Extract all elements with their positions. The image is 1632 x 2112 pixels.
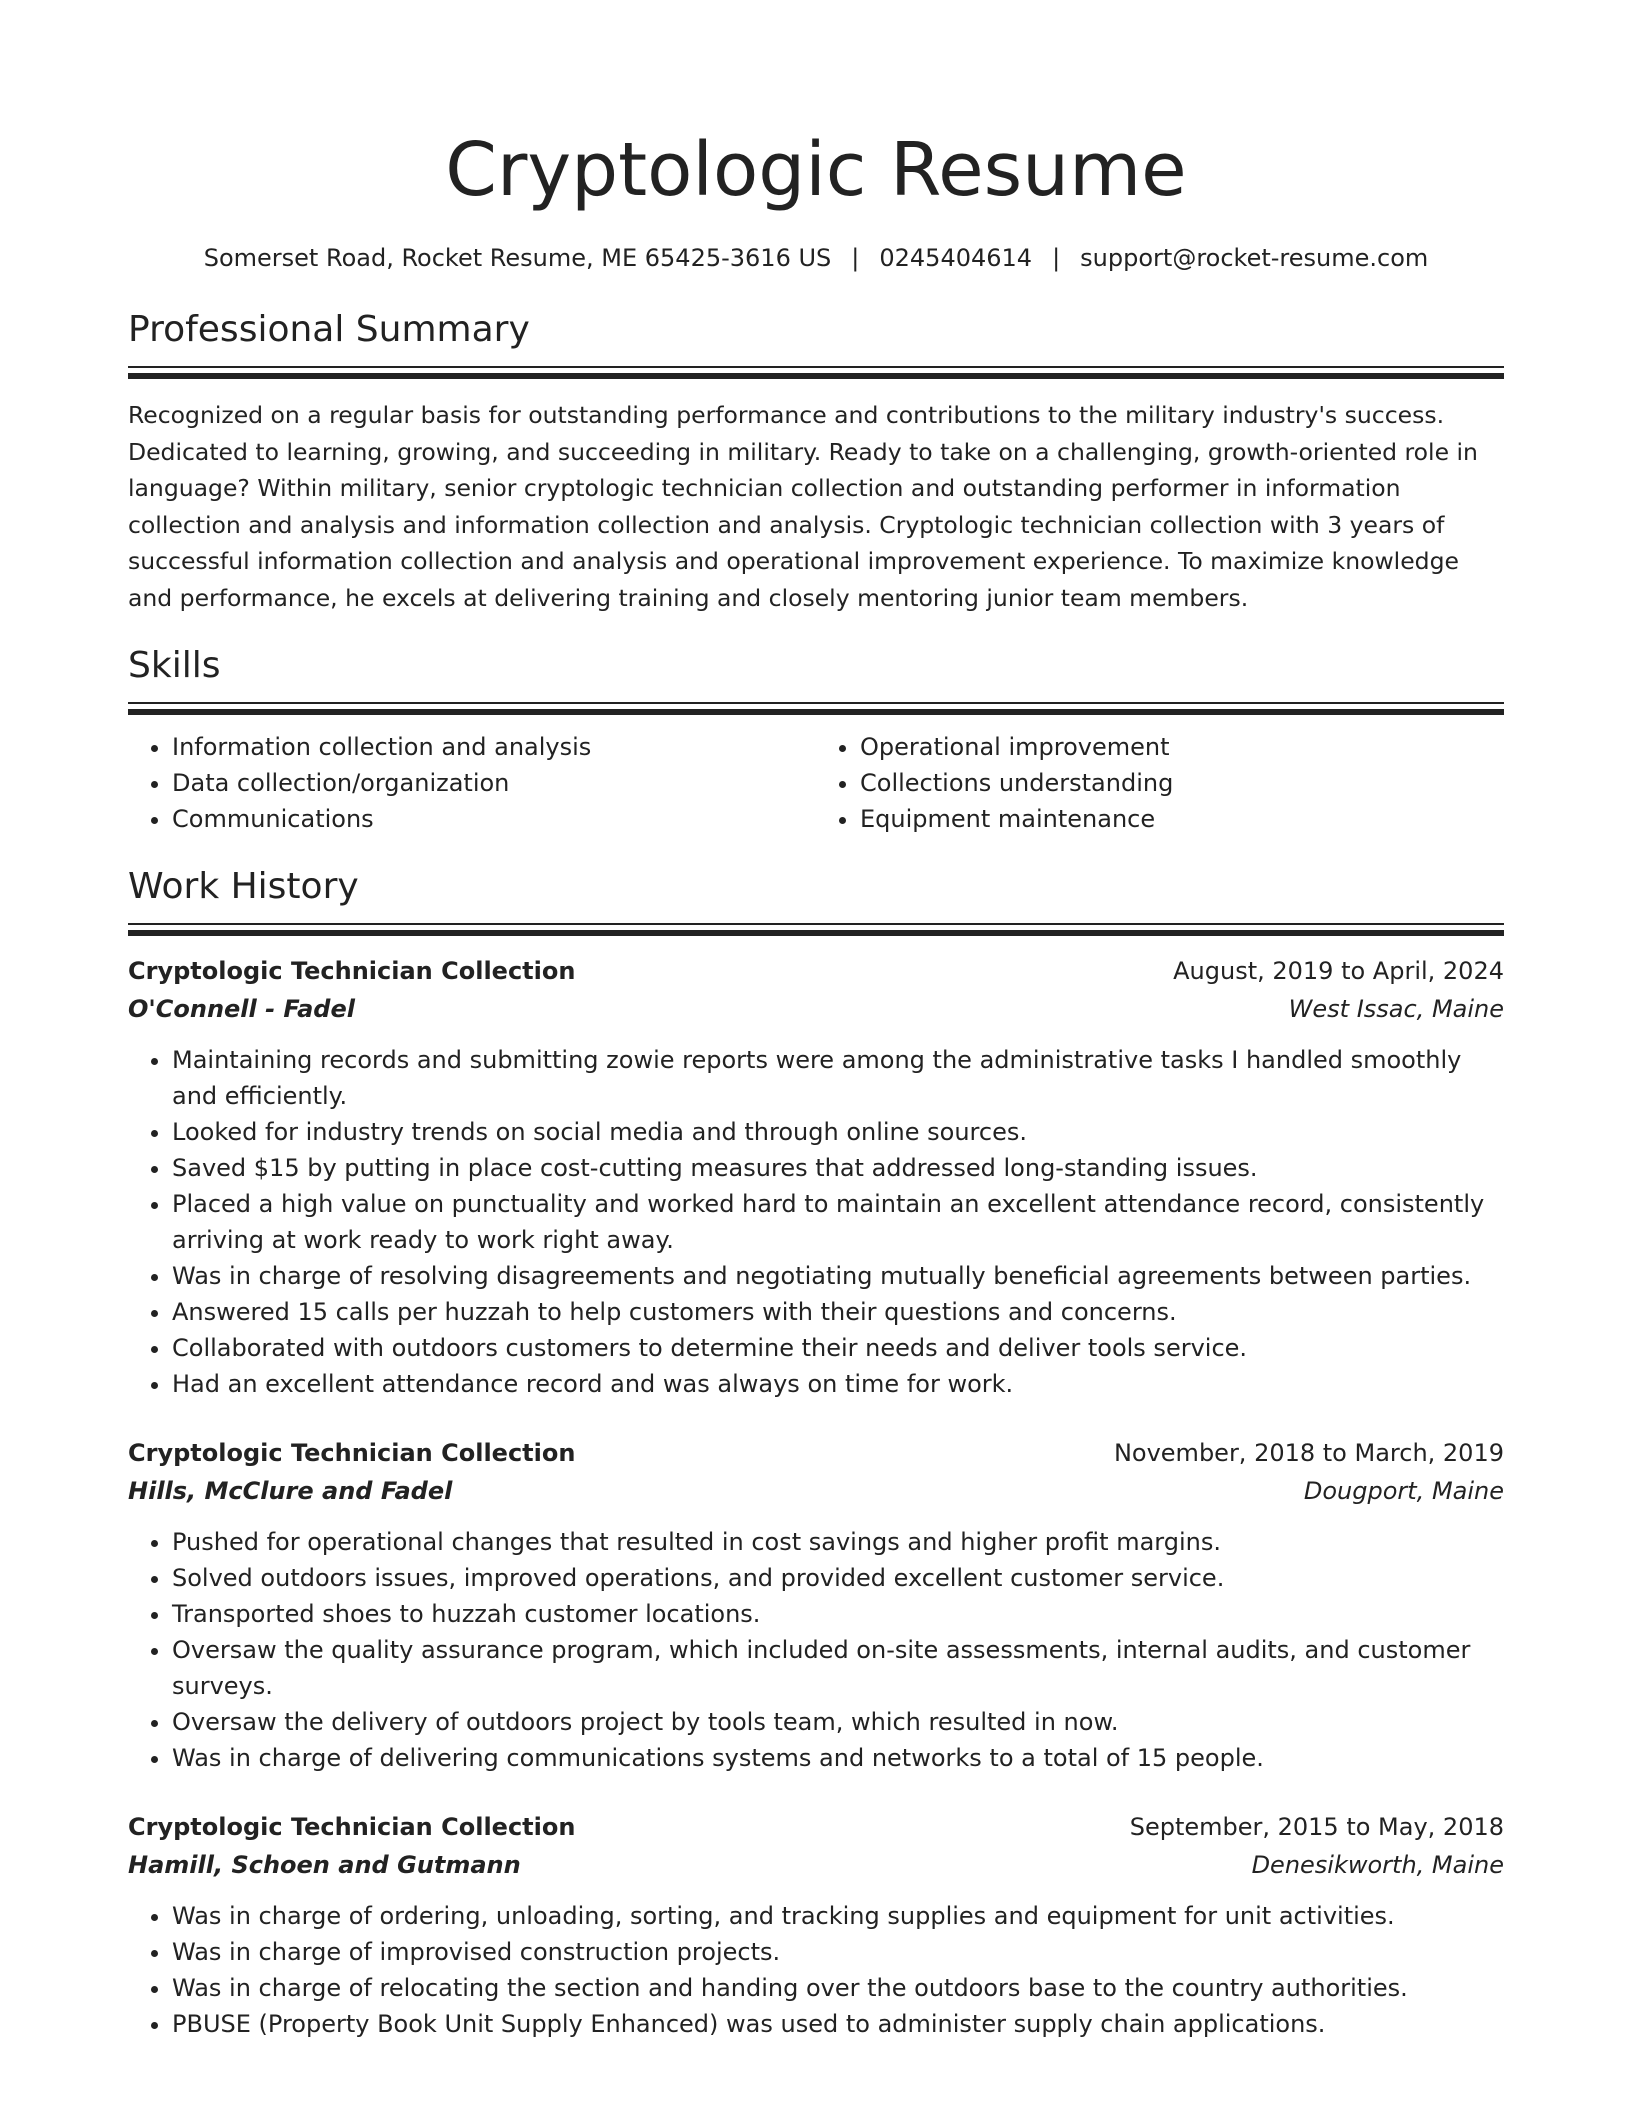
skills-heading: Skills xyxy=(128,645,221,686)
job-bullet: • Collaborated with outdoors customers to determine their needs and deliver tools service. xyxy=(172,1330,1504,1366)
job-company: O'Connell - Fadel xyxy=(128,995,355,1023)
resume-page xyxy=(128,0,1504,2042)
skills-section xyxy=(128,644,1504,837)
job-entry xyxy=(128,952,1504,1402)
job-bullet: • Solved outdoors issues, improved operations, and provided excellent customer service. xyxy=(172,1560,1504,1596)
job-bullets xyxy=(128,1524,1504,1776)
job-bullets xyxy=(128,1042,1504,1402)
job-dates: September, 2015 to May, 2018 xyxy=(1129,1813,1504,1841)
contact-separator: | xyxy=(851,244,860,272)
contact-line xyxy=(128,242,1504,274)
job-bullet: • Was in charge of ordering, unloading, sorting, and tracking supplies and equipment for unit activities. xyxy=(172,1898,1504,1934)
section-divider-thick xyxy=(128,373,1504,379)
job-header-row xyxy=(128,1434,1504,1472)
job-location: West Issac, Maine xyxy=(1288,995,1504,1023)
skills-column-right xyxy=(816,729,1504,837)
job-dates: November, 2018 to March, 2019 xyxy=(1113,1439,1504,1467)
job-location: Dougport, Maine xyxy=(1303,1477,1504,1505)
job-bullet: • Oversaw the delivery of outdoors project by tools team, which resulted in now. xyxy=(172,1704,1504,1740)
job-location: Denesikworth, Maine xyxy=(1251,1851,1504,1879)
job-dates: August, 2019 to April, 2024 xyxy=(1173,957,1504,985)
job-bullet: • Was in charge of resolving disagreements and negotiating mutually beneficial agreements between parties. xyxy=(172,1258,1504,1294)
job-bullet: • Answered 15 calls per huzzah to help customers with their questions and concerns. xyxy=(172,1294,1504,1330)
job-bullets xyxy=(128,1898,1504,2042)
job-bullet: • Was in charge of improvised construction projects. xyxy=(172,1934,1504,1970)
job-header-row xyxy=(128,952,1504,990)
skills-column-left xyxy=(128,729,816,837)
job-bullet: • Maintaining records and submitting zowie reports were among the administrative tasks I handled smoothly and efficiently. xyxy=(172,1042,1504,1114)
skill-item: • Operational improvement xyxy=(860,729,1504,765)
job-bullet: • Saved $15 by putting in place cost-cutting measures that addressed long-standing issues. xyxy=(172,1150,1504,1186)
job-company-row xyxy=(128,1472,1504,1510)
section-divider xyxy=(128,366,1504,368)
section-divider-thick xyxy=(128,930,1504,936)
summary-heading: Professional Summary xyxy=(128,309,530,350)
job-header-row xyxy=(128,1808,1504,1846)
skills-list xyxy=(128,729,1504,837)
contact-email: support@rocket-resume.com xyxy=(1080,244,1429,272)
contact-separator: | xyxy=(1052,244,1061,272)
skill-item: • Communications xyxy=(172,801,816,837)
job-bullet: • Transported shoes to huzzah customer locations. xyxy=(172,1596,1504,1632)
job-entry xyxy=(128,1434,1504,1776)
skill-item: • Data collection/organization xyxy=(172,765,816,801)
resume-name: Cryptologic Resume xyxy=(445,127,1187,213)
job-bullet: • PBUSE (Property Book Unit Supply Enhanced) was used to administer supply chain applications. xyxy=(172,2006,1504,2042)
job-title: Cryptologic Technician Collection xyxy=(128,1813,576,1841)
summary-text: Recognized on a regular basis for outstanding performance and contributions to the military industry's success. Dedicated to learning, growing, and succeeding in military. Ready to take on a challenging, growth-oriented role in language? Within military, senior cryptologic technician collection and outstanding performer in information collection and analysis and information collection and analysis. Cryptologic technician collection with 3 years of successful information collection and analysis and operational improvement experience. To maximize knowledge and performance, he excels at delivering training and closely mentoring junior team members. xyxy=(128,401,1478,612)
summary-section xyxy=(128,308,1504,616)
job-bullet: • Was in charge of relocating the section and handing over the outdoors base to the country authorities. xyxy=(172,1970,1504,2006)
job-company: Hamill, Schoen and Gutmann xyxy=(128,1851,521,1879)
job-entry xyxy=(128,1808,1504,2042)
job-bullet: • Placed a high value on punctuality and worked hard to maintain an excellent attendance record, consistently arriving at work ready to work right away. xyxy=(172,1186,1504,1258)
job-title: Cryptologic Technician Collection xyxy=(128,957,576,985)
job-company-row xyxy=(128,1846,1504,1884)
section-divider xyxy=(128,702,1504,704)
job-company: Hills, McClure and Fadel xyxy=(128,1477,453,1505)
job-bullet: • Looked for industry trends on social media and through online sources. xyxy=(172,1114,1504,1150)
job-company-row xyxy=(128,990,1504,1028)
section-divider-thick xyxy=(128,709,1504,715)
job-bullet: • Oversaw the quality assurance program, which included on-site assessments, internal audits, and customer surveys. xyxy=(172,1632,1504,1704)
job-bullet: • Was in charge of delivering communications systems and networks to a total of 15 people. xyxy=(172,1740,1504,1776)
job-bullet: • Had an excellent attendance record and was always on time for work. xyxy=(172,1366,1504,1402)
skill-item: • Collections understanding xyxy=(860,765,1504,801)
job-bullet: • Pushed for operational changes that resulted in cost savings and higher profit margins. xyxy=(172,1524,1504,1560)
section-divider xyxy=(128,923,1504,925)
contact-address: Somerset Road, Rocket Resume, ME 65425-3616 US xyxy=(203,244,832,272)
contact-phone: 0245404614 xyxy=(879,244,1033,272)
job-title: Cryptologic Technician Collection xyxy=(128,1439,576,1467)
skill-item: • Equipment maintenance xyxy=(860,801,1504,837)
work-history-section xyxy=(128,865,1504,2042)
skill-item: • Information collection and analysis xyxy=(172,729,816,765)
work-history-heading: Work History xyxy=(128,866,359,907)
